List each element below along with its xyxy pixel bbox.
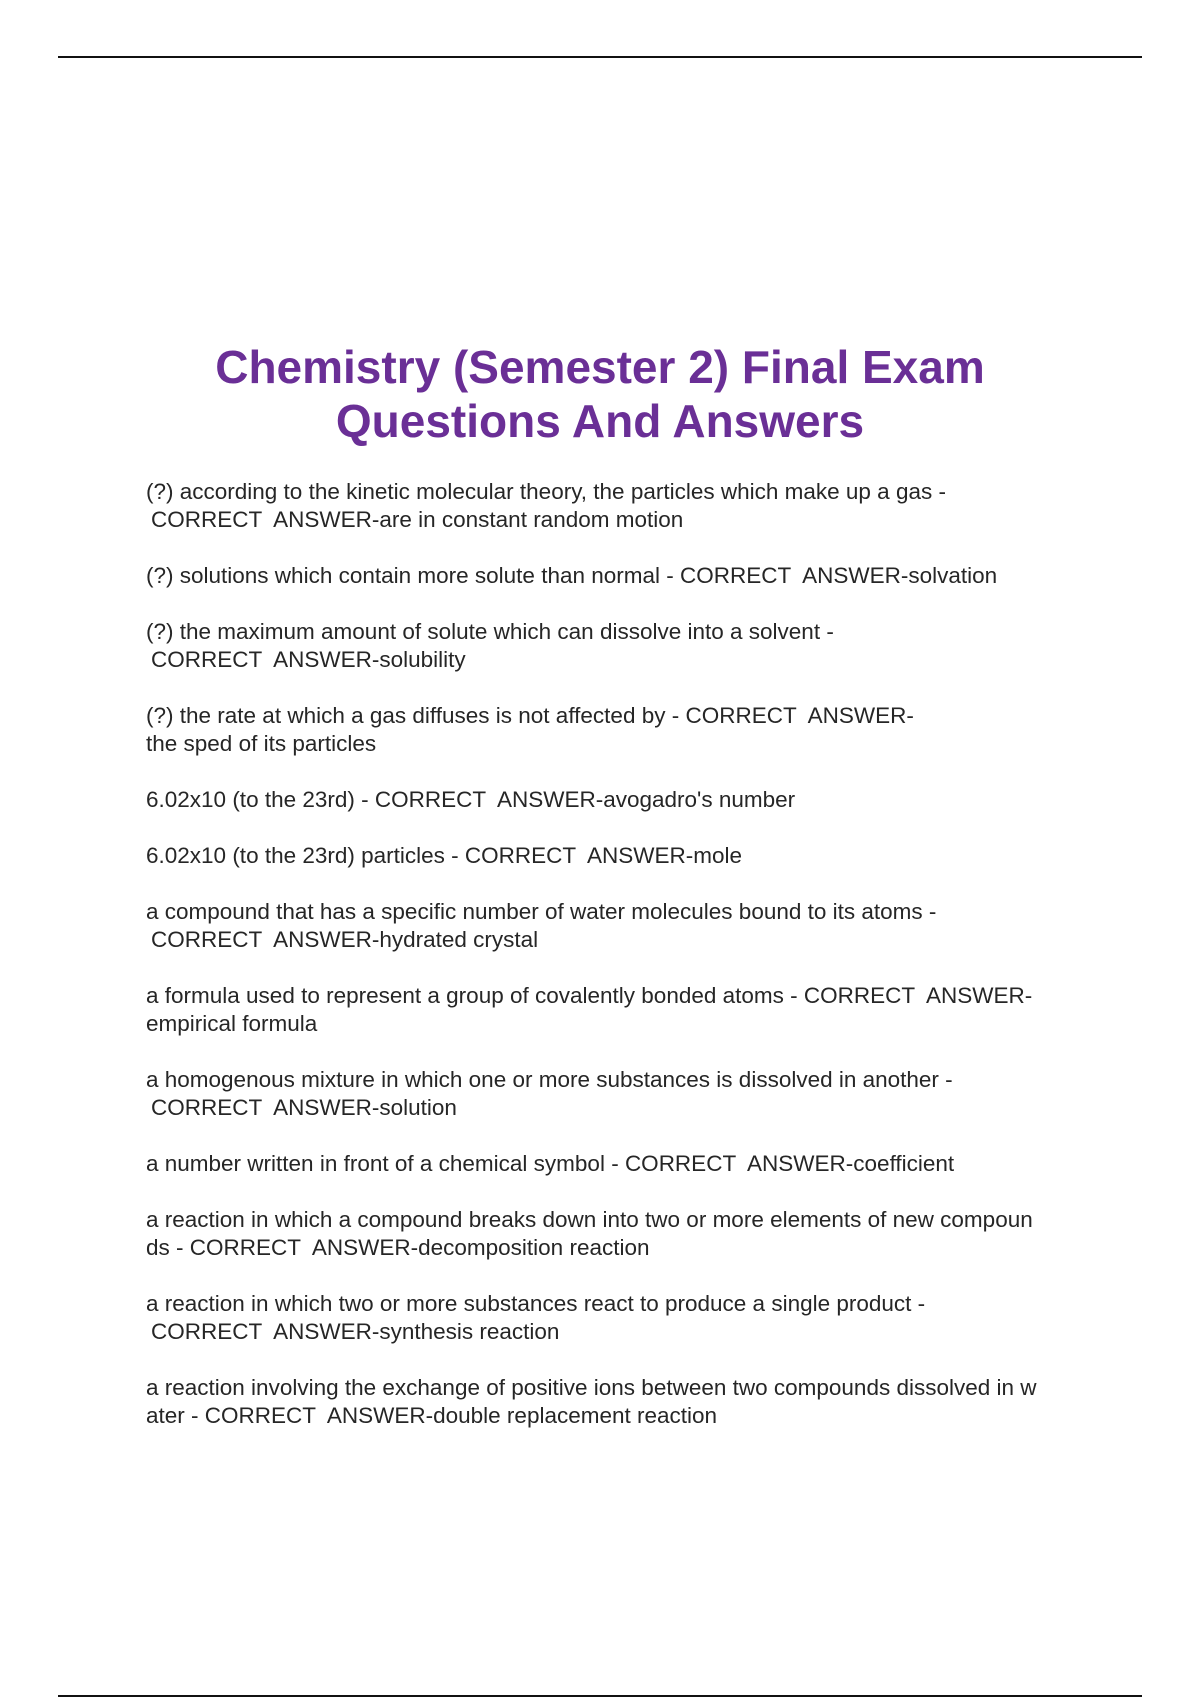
qa-entry <box>146 842 1106 870</box>
qa-question: a reaction involving the exchange of positive ions between two compounds dissolved in w <box>146 1375 1037 1400</box>
qa-entry <box>146 478 1106 534</box>
qa-question: (?) the rate at which a gas diffuses is not affected by - CORRECT ANSWER- <box>146 703 914 728</box>
bottom-rule <box>58 1695 1142 1697</box>
qa-entry <box>146 898 1106 954</box>
qa-entry <box>146 786 1106 814</box>
qa-entry <box>146 982 1106 1038</box>
qa-question: (?) solutions which contain more solute than normal - CORRECT ANSWER-solvation <box>146 563 998 588</box>
qa-entry <box>146 618 1106 674</box>
qa-entry <box>146 1206 1106 1262</box>
qa-entry <box>146 1150 1106 1178</box>
title-line-1: Chemistry (Semester 2) Final Exam <box>215 341 985 393</box>
qa-answer: empirical formula <box>146 1011 318 1036</box>
qa-entry <box>146 702 1106 758</box>
qa-question: a formula used to represent a group of covalently bonded atoms - CORRECT ANSWER- <box>146 983 1033 1008</box>
qa-question: a homogenous mixture in which one or more substances is dissolved in another - <box>146 1067 953 1092</box>
qa-answer: CORRECT ANSWER-solution <box>151 1095 457 1120</box>
qa-question: a number written in front of a chemical symbol - CORRECT ANSWER-coefficient <box>146 1151 955 1176</box>
qa-question: a reaction in which two or more substances react to produce a single product - <box>146 1291 926 1316</box>
qa-question: 6.02x10 (to the 23rd) particles - CORRECT ANSWER-mole <box>146 843 743 868</box>
title-line-2: Questions And Answers <box>335 395 865 447</box>
qa-question: a reaction in which a compound breaks down into two or more elements of new compoun <box>146 1207 1033 1232</box>
top-rule <box>58 56 1142 58</box>
qa-entry <box>146 1066 1106 1122</box>
qa-question: (?) according to the kinetic molecular theory, the particles which make up a gas - <box>146 479 946 504</box>
qa-entry <box>146 1374 1106 1430</box>
qa-answer: ds - CORRECT ANSWER-decomposition reaction <box>146 1235 650 1260</box>
qa-question: (?) the maximum amount of solute which can dissolve into a solvent - <box>146 619 834 644</box>
qa-question: 6.02x10 (to the 23rd) - CORRECT ANSWER-avogadro's number <box>146 787 796 812</box>
qa-answer: ater - CORRECT ANSWER-double replacement reaction <box>146 1403 718 1428</box>
qa-entry <box>146 562 1106 590</box>
qa-entry <box>146 1290 1106 1346</box>
qa-answer: CORRECT ANSWER-solubility <box>151 647 466 672</box>
qa-question: a compound that has a specific number of water molecules bound to its atoms - <box>146 899 937 924</box>
qa-answer: the sped of its particles <box>146 731 377 756</box>
page-title <box>0 340 1200 448</box>
qa-answer: CORRECT ANSWER-hydrated crystal <box>151 927 539 952</box>
qa-list <box>146 478 1106 1430</box>
qa-answer: CORRECT ANSWER-synthesis reaction <box>151 1319 560 1344</box>
qa-answer: CORRECT ANSWER-are in constant random motion <box>151 507 684 532</box>
